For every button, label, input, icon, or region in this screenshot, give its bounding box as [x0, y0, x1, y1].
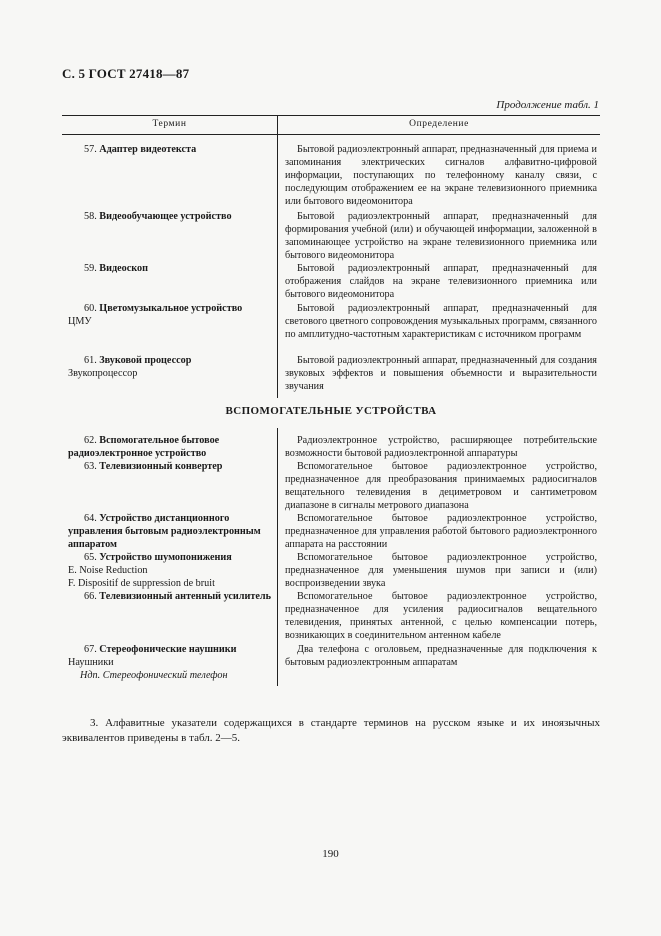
- standard-code-header: С. 5 ГОСТ 27418—87: [62, 66, 190, 81]
- term-name: Звуковой процессор: [99, 355, 192, 366]
- column-divider-upper: [277, 115, 278, 398]
- term-definition: Вспомогательное бытовое радиоэлектронное устройство, предназначенное для уменьшения шумов при записи и (или) воспроизведении звука: [285, 552, 597, 589]
- term-entry: 60. Цветомузыкальное устройство ЦМУ: [68, 302, 273, 328]
- column-header-definition: Определение: [409, 119, 469, 129]
- term-entry: 66. Телевизионный антенный усилитель: [84, 591, 271, 602]
- term-definition: Вспомогательное бытовое радиоэлектронное устройство, предназначенное для управления работой бытового радиоэлектронного аппарата на расстоянии: [285, 513, 597, 550]
- term-entry: 62. Вспомогательное бытовое радиоэлектронное устройство: [68, 435, 220, 459]
- term-definition: Бытовой радиоэлектронный аппарат, предназначенный для формирования учебной (или) и обучающей информации, заложенной в запоминающее устройство на экране телевизионного приемника или бытового видеомонитора: [285, 211, 597, 261]
- term-definition: Радиоэлектронное устройство, расширяющее потребительские возможности бытовой радиоэлектронной аппаратуры: [285, 435, 597, 459]
- column-divider-lower: [277, 428, 278, 686]
- term-name: Устройство шумопонижения: [99, 552, 232, 563]
- term-definition: Бытовой радиоэлектронный аппарат, предназначенный для отображения слайдов на экране телевизионного приемника или бытового видеомонитора: [285, 263, 597, 300]
- term-synonym: Звукопроцессор: [68, 368, 138, 379]
- term-name: Телевизионный антенный усилитель: [99, 591, 271, 602]
- term-name: Вспомогательное бытовое радиоэлектронное устройство: [68, 435, 220, 459]
- term-entry: 64. Устройство дистанционного управления бытовым радиоэлектронным аппаратом: [68, 513, 261, 550]
- column-header-term: Термин: [152, 119, 187, 129]
- table-header-rule: [62, 134, 600, 135]
- term-definition: Бытовой радиоэлектронный аппарат, предназначенный для светового цветного сопровождения музыкальных программ, связанного по амплитудно-частотным характеристикам с источником программ: [285, 303, 597, 340]
- term-name: Адаптер видеотекста: [99, 144, 197, 155]
- section-heading: ВСПОМОГАТЕЛЬНЫЕ УСТРОЙСТВА: [225, 405, 437, 417]
- term-name: Видеоскоп: [99, 263, 148, 274]
- french-equivalent: F. Dispositif de suppression de bruit: [68, 578, 215, 589]
- term-entry: 58. Видеообучающее устройство: [84, 211, 232, 222]
- term-synonym: Наушники: [68, 657, 114, 668]
- term-name: Стереофонические наушники: [99, 644, 237, 655]
- deprecated-term: Ндп. Стереофонический телефон: [80, 670, 228, 681]
- table-top-rule: [62, 115, 600, 116]
- term-name: Телевизионный конвертер: [99, 461, 223, 472]
- term-definition: Вспомогательное бытовое радиоэлектронное устройство, предназначенное для преобразования принимаемых радиосигналов вещательного телевидения в дециметровом и сантиметровом диапазоне в сигналы метрового диапазона: [285, 461, 597, 511]
- term-entry: 65. Устройство шумопонижения E. Noise Reduction F. Dispositif de suppression de bruit: [68, 551, 273, 590]
- term-entry: 61. Звуковой процессор Звукопроцессор: [68, 354, 273, 380]
- term-name: Цветомузыкальное устройство: [99, 303, 243, 314]
- table-continuation-label: Продолжение табл. 1: [496, 99, 599, 111]
- term-entry: 63. Телевизионный конвертер: [84, 461, 223, 472]
- term-entry: 59. Видеоскоп: [84, 263, 148, 274]
- term-entry: 57. Адаптер видеотекста: [84, 144, 197, 155]
- term-definition: Бытовой радиоэлектронный аппарат, предназначенный для создания звуковых эффектов и повышения объемности и выразительности звучания: [285, 355, 597, 392]
- term-definition: Два телефона с оголовьем, предназначенные для подключения к бытовым радиоэлектронным аппаратам: [285, 644, 597, 668]
- english-equivalent: E. Noise Reduction: [68, 565, 148, 576]
- footnote-paragraph: 3. Алфавитные указатели содержащихся в стандарте терминов на русском языке и их иноязычных эквивалентов приведены в табл. 2—5.: [62, 717, 600, 744]
- term-entry: 67. Стереофонические наушники Наушники Ндп. Стереофонический телефон: [68, 643, 273, 682]
- term-definition: Бытовой радиоэлектронный аппарат, предназначенный для приема и запоминания электрических сигналов алфавитно-цифровой информации, поступающих по телефонному каналу связи, с последующим отображением ее на экране телевизионного приемника или бытового видеомонитора: [285, 144, 597, 207]
- term-name: Видеообучающее устройство: [99, 211, 232, 222]
- page-number: 190: [322, 848, 339, 860]
- term-definition: Вспомогательное бытовое радиоэлектронное устройство, предназначенное для усиления радиосигналов вещательного телевидения, принятых антенной, с целью компенсации потерь, возникающих в соединительном антенном кабеле: [285, 591, 597, 641]
- term-abbreviation: ЦМУ: [68, 316, 92, 327]
- term-name: Устройство дистанционного управления бытовым радиоэлектронным аппаратом: [68, 513, 261, 550]
